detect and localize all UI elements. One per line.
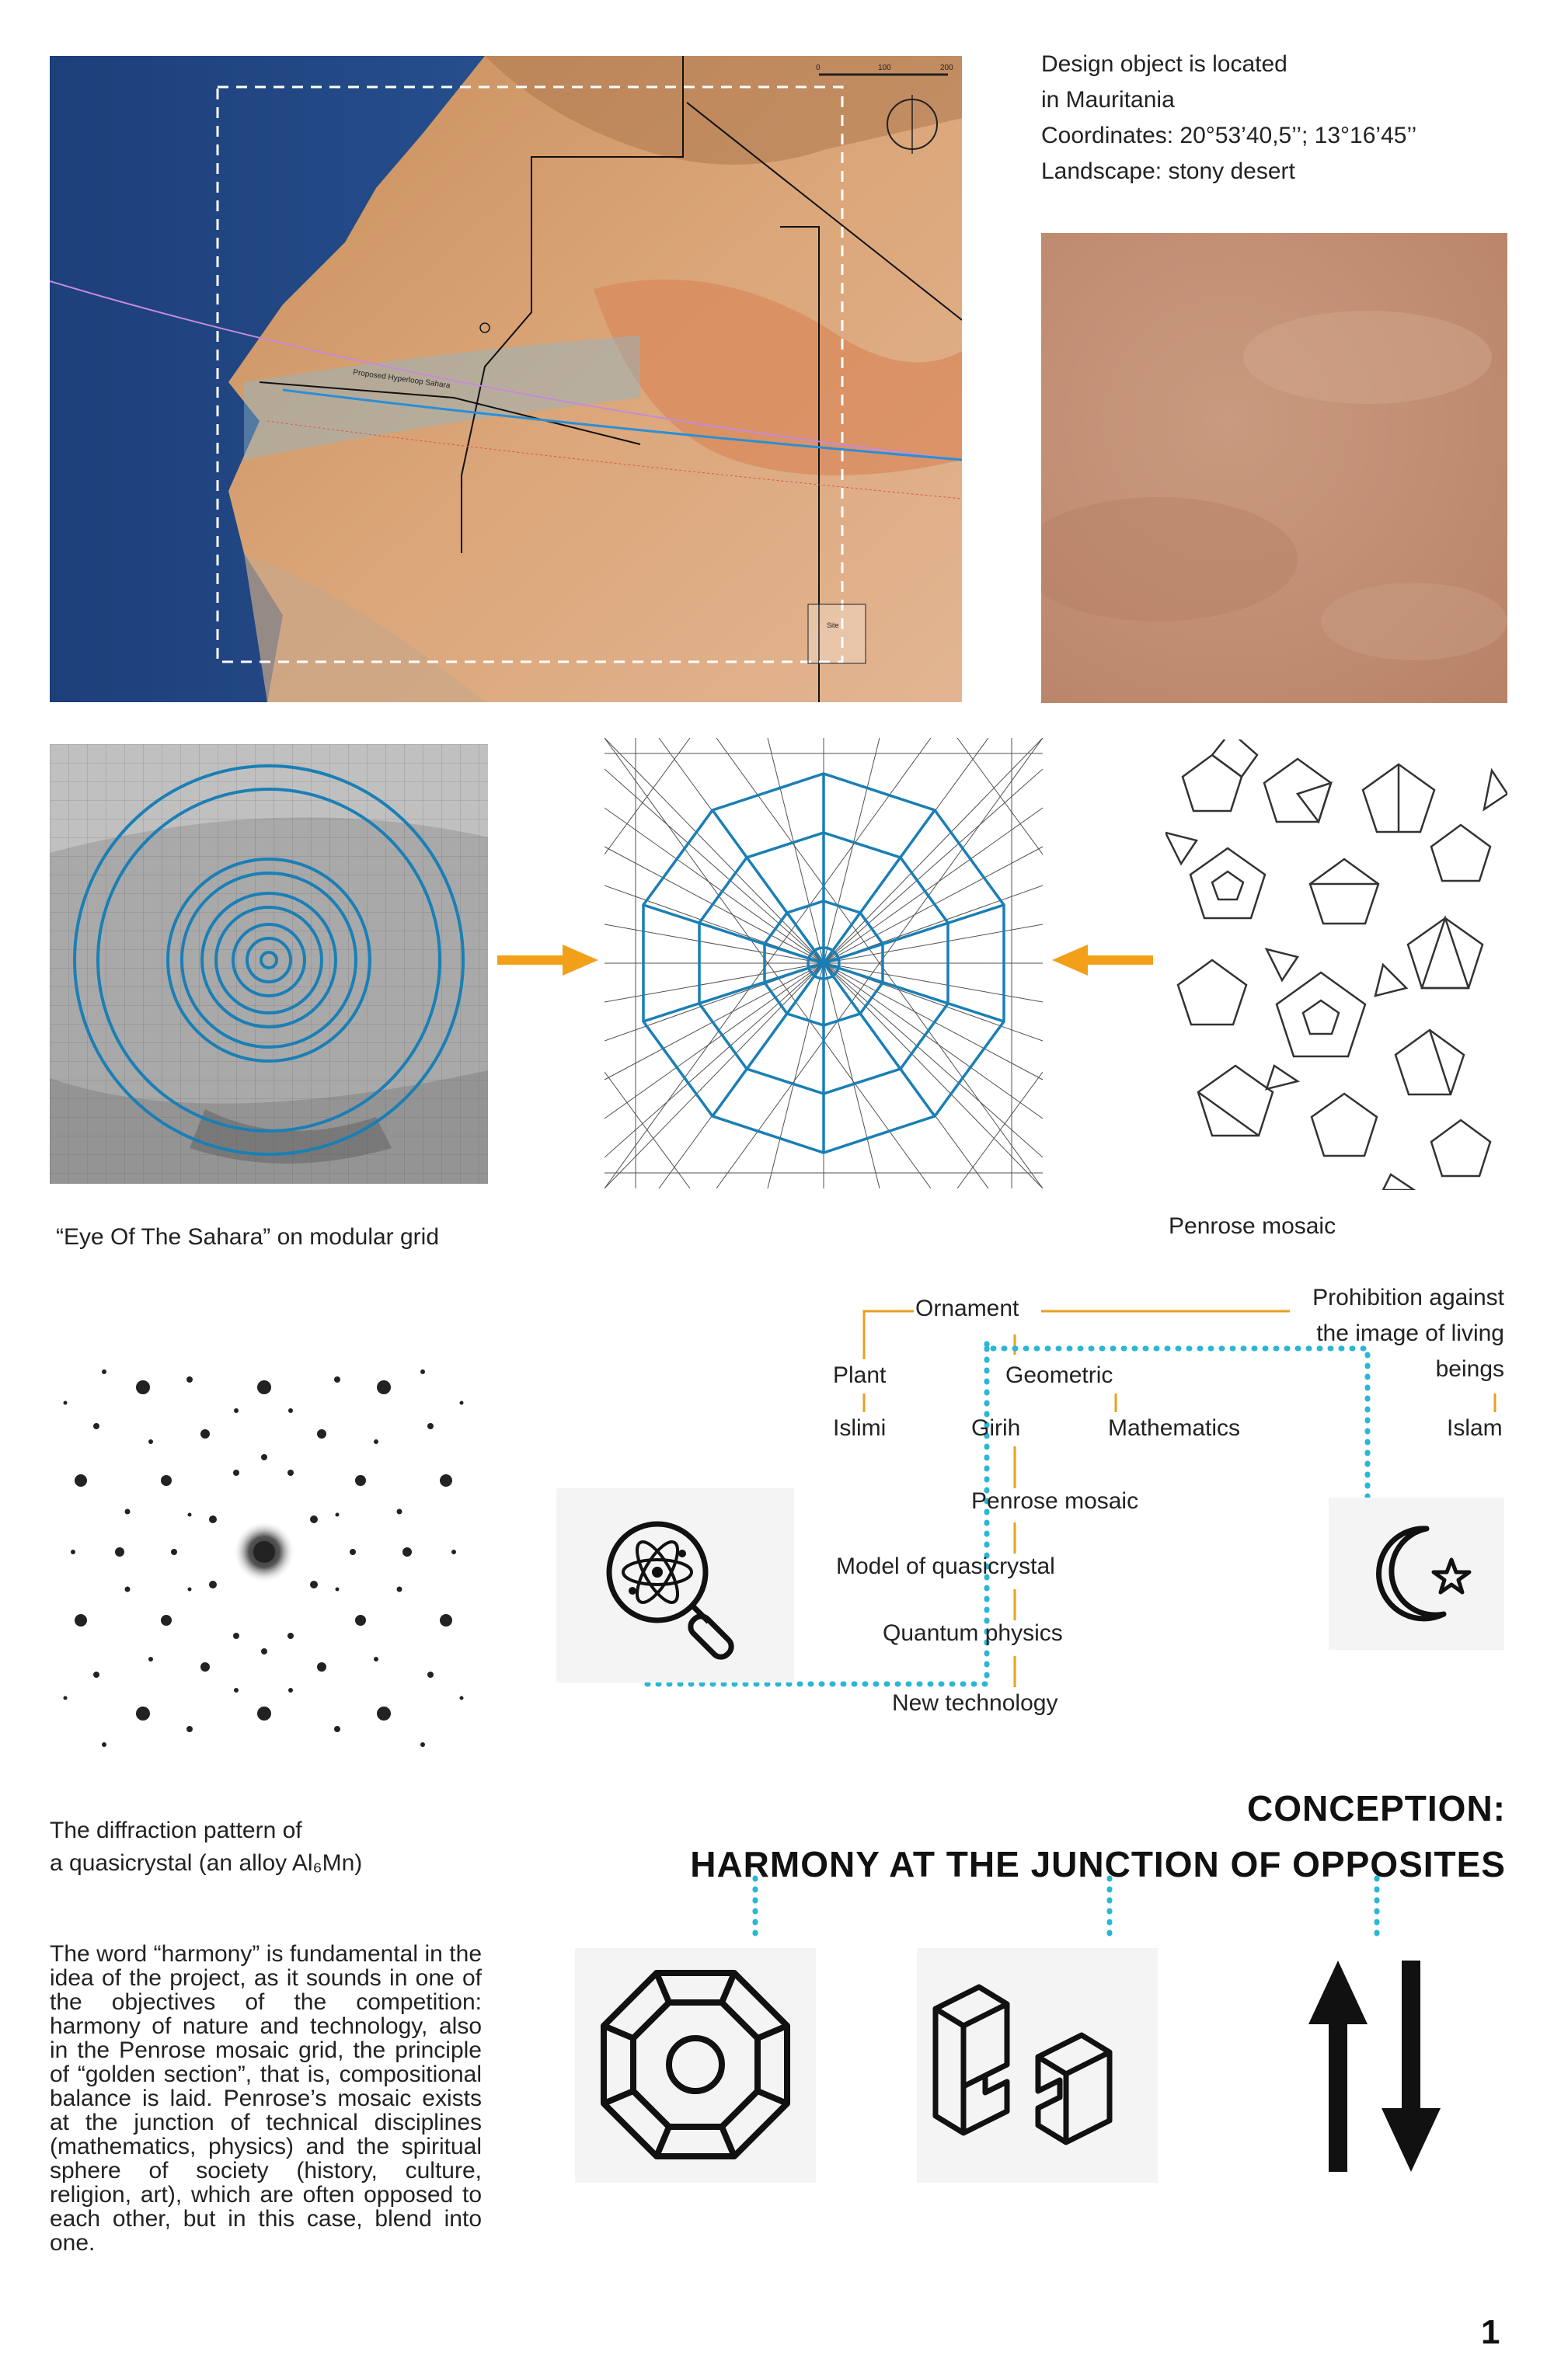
tree-penrose-mosaic: Penrose mosaic [971,1488,1139,1514]
tree-quantum-physics: Quantum physics [883,1620,1063,1646]
tree-new-technology: New technology [892,1690,1058,1716]
diffraction-caption-line-1: The diffraction pattern of [50,1818,302,1843]
location-line-1: Design object is located [1041,51,1287,77]
eye-caption: “Eye Of The Sahara” on modular grid [56,1224,440,1250]
location-line-2: in Mauritania [1041,87,1175,113]
conception-title-line-2: HARMONY AT THE JUNCTION OF OPPOSITES [690,1844,1506,1884]
location-line-4: Landscape: stony desert [1041,158,1295,184]
scale-label-100: 100 [878,64,891,72]
tree-islimi: Islimi [833,1415,887,1441]
octagon-icon-box [575,1948,816,2183]
location-line-3: Coordinates: 20°53’40,5’’; 13°16’45’’ [1041,123,1417,148]
conception-title [544,1780,1506,1892]
tree-prohibition-line-1: Prohibition against [1312,1285,1504,1310]
tree-plant: Plant [833,1362,887,1388]
atom-magnifier-icon [556,1488,794,1682]
route-label: Proposed Hyperloop Sahara [352,368,451,391]
crescent-star-icon [1329,1498,1504,1650]
conception-title-line-1: CONCEPTION: [1247,1788,1506,1828]
interlocking-blocks-icon [917,1948,1158,2183]
tree-model-quasicrystal: Model of quasicrystal [836,1554,1055,1579]
site-label: Site [827,621,839,629]
octagon-icon [575,1948,816,2183]
page-number: 1 [1481,2313,1500,2351]
tree-ornament: Ornament [915,1296,1019,1321]
tree-prohibition-line-3: beings [1435,1356,1504,1382]
opposite-arrows-icon [1301,1957,1448,2175]
islam-icon-box [1329,1498,1504,1650]
scale-label-0: 0 [816,64,821,72]
penrose-caption: Penrose mosaic [1169,1213,1336,1239]
diffraction-caption-line-2: a quasicrystal (an alloy Al₆Mn) [50,1850,363,1876]
science-icon-box [556,1488,794,1682]
tree-prohibition-line-2: the image of living [1316,1320,1504,1346]
tree-mathematics: Mathematics [1108,1415,1241,1441]
blocks-icon-box [917,1948,1158,2183]
tree-prohibition [1298,1280,1504,1387]
scale-label-200: 200 [940,64,953,72]
tree-girih: Girih [971,1415,1021,1441]
tree-geometric: Geometric [1005,1362,1113,1388]
harmony-paragraph: The word “harmony” is fundamental in the idea of the project, as it sounds in one of the objectives of the competition: harmony of nature and technology, also in the Penrose mosaic grid, the principle of “golden section”, that is, compositional balance is laid. Penrose’s mosaic exists at the junction of technical disciplines (mathematics, physics) and the spiritual sphere of society (history, culture, religion, art), which are often opposed to each other, but in this case, blend into one. [50,1941,482,2256]
tree-islam: Islam [1447,1415,1503,1441]
